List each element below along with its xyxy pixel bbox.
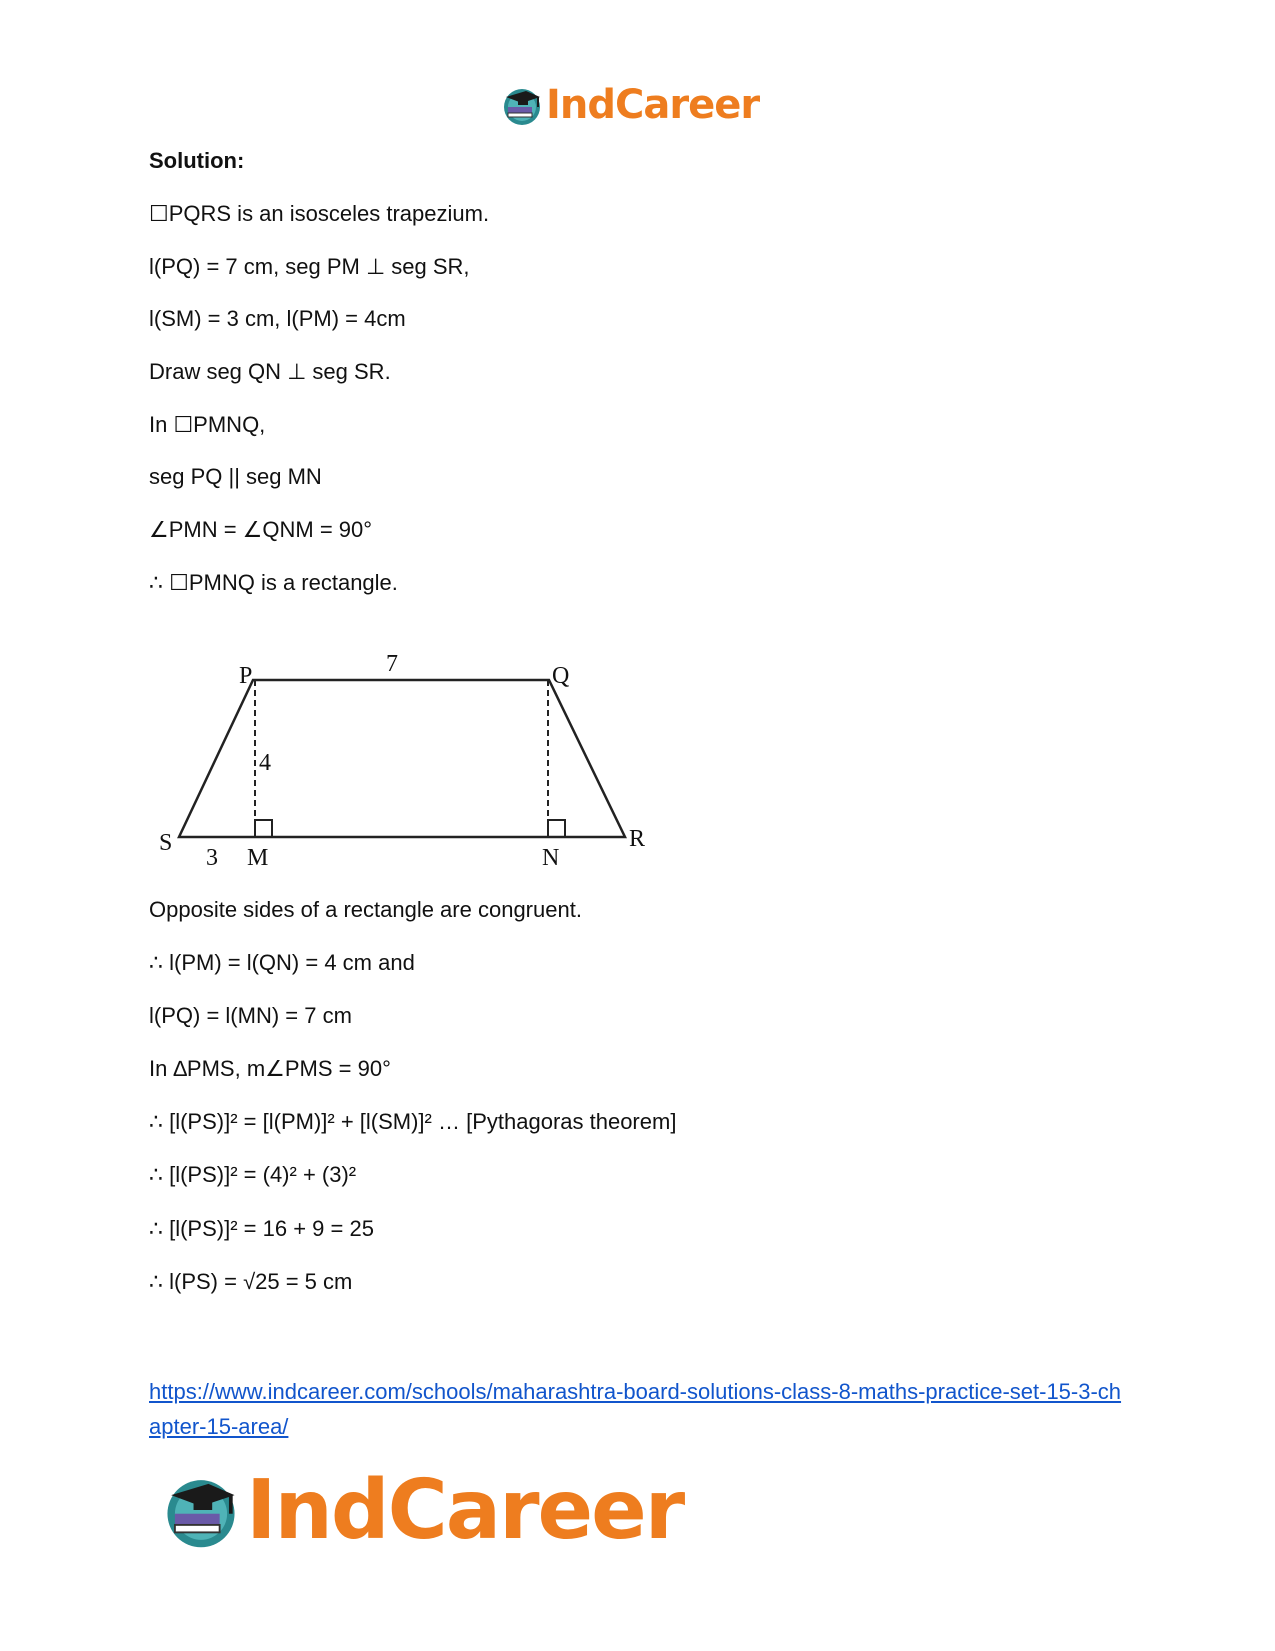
solution-line: ∴ l(PS) = √25 = 5 cm [149, 1269, 353, 1294]
label-height: 4 [259, 750, 271, 776]
solution-line: ∴ [l(PS)]² = (4)² + (3)² [149, 1162, 357, 1187]
source-link[interactable]: https://www.indcareer.com/schools/maharashtra-board-solutions-class-8-maths-practice-set-15-3-chapter-15-area/ [149, 1379, 1122, 1439]
brand-name: IndCareer [546, 82, 760, 128]
label-sm-length: 3 [206, 845, 218, 871]
brand-name: IndCareer [246, 1462, 684, 1558]
solution-line: ∴ [l(PS)]² = 16 + 9 = 25 [149, 1216, 374, 1241]
label-p: P [239, 663, 253, 689]
solution-line: Opposite sides of a rectangle are congruent. [149, 897, 582, 922]
solution-line: ∴ [l(PS)]² = [l(PM)]² + [l(SM)]² … [Pythagoras theorem] [149, 1109, 677, 1134]
right-angle-m [255, 820, 272, 837]
solution-line: In ∆PMS, m∠PMS = 90° [149, 1056, 391, 1081]
label-s: S [159, 830, 173, 856]
trapezium-outline [179, 680, 625, 837]
solution-line: ∠PMN = ∠QNM = 90° [149, 517, 373, 542]
trapezium-diagram [149, 650, 669, 880]
solution-line: l(PQ) = l(MN) = 7 cm [149, 1003, 352, 1028]
graduation-cap-icon [500, 83, 544, 127]
label-n: N [542, 845, 560, 871]
label-m: M [247, 845, 269, 871]
footer-logo [160, 1460, 683, 1560]
solution-line: l(PQ) = 7 cm, seg PM ⊥ seg SR, [149, 254, 470, 279]
solution-line: seg PQ || seg MN [149, 464, 322, 489]
solution-line: l(SM) = 3 cm, l(PM) = 4cm [149, 306, 406, 331]
solution-line: ∴ l(PM) = l(QN) = 4 cm and [149, 950, 415, 975]
label-top-length: 7 [386, 651, 398, 677]
label-q: Q [552, 663, 570, 689]
solution-heading: Solution: [149, 148, 245, 173]
right-angle-n [548, 820, 565, 837]
solution-line: ☐PQRS is an isosceles trapezium. [149, 201, 490, 226]
solution-line: In ☐PMNQ, [149, 412, 266, 437]
header-logo [500, 80, 759, 130]
label-r: R [629, 826, 646, 852]
graduation-cap-icon [160, 1469, 242, 1551]
solution-line: Draw seg QN ⊥ seg SR. [149, 359, 391, 384]
solution-line: ∴ ☐PMNQ is a rectangle. [149, 570, 398, 595]
